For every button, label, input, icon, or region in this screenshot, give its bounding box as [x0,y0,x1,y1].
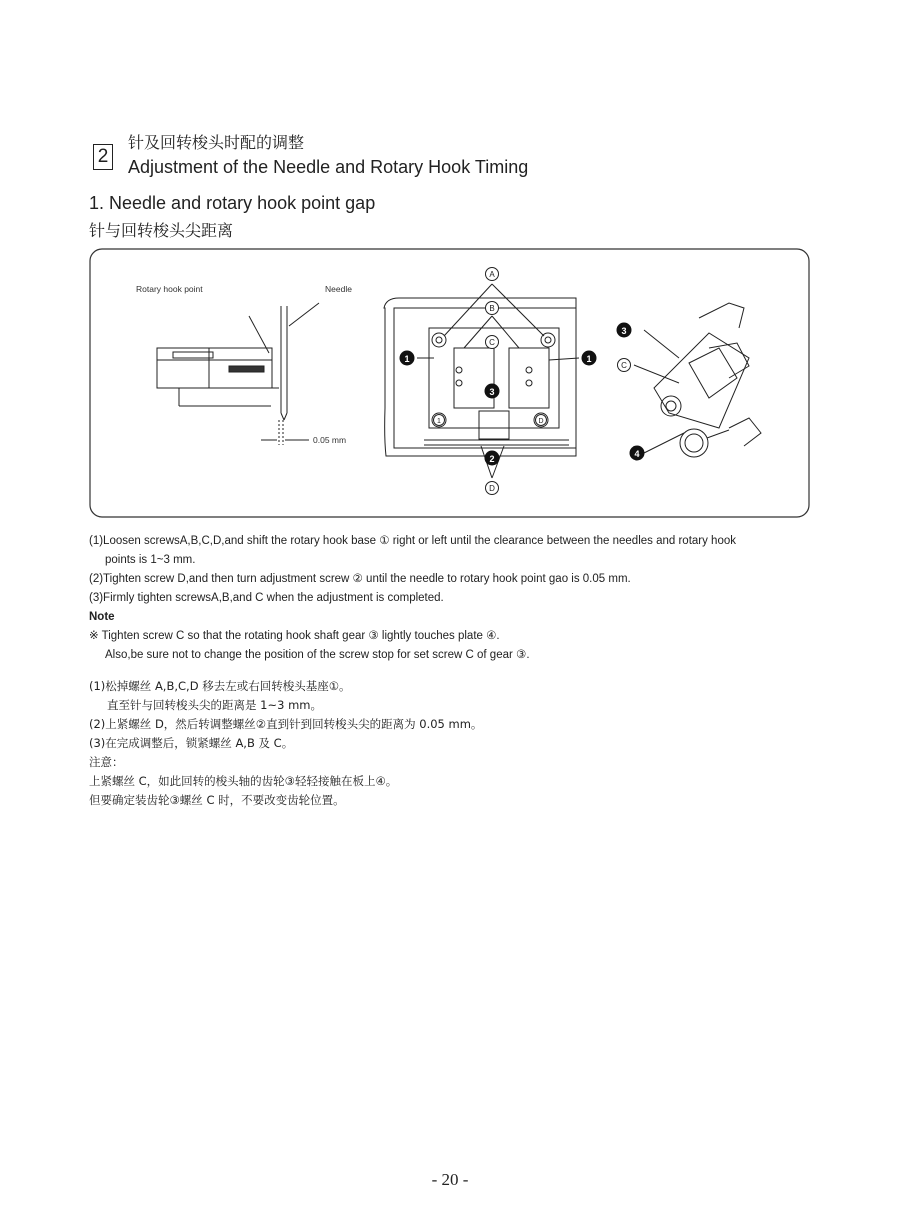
callout-3-gear: 3 [621,326,627,336]
callout-d: D [489,484,495,493]
side-view-drawing [136,284,352,445]
label-gap: 0.05 mm [313,435,347,445]
callout-small-1: 1 [437,418,441,425]
callout-2-center: 2 [489,454,495,464]
instructions-en [89,532,819,665]
step1-cn-line2: 直至针与回转梭头尖的距离是 1~3 mm。 [107,698,322,712]
callout-c: C [489,338,495,347]
section-title-cn: 针及回转梭头时配的调整 [128,133,305,152]
callout-a: A [489,270,495,279]
note-cn-line1: 上紧螺丝 C，如此回转的梭头轴的齿轮③轻轻接触在板上④。 [89,774,398,788]
adjustment-figure [89,248,810,518]
top-view-drawing [384,284,579,478]
label-rotary-hook-point: Rotary hook point [136,284,203,294]
callout-c-gear: C [621,361,627,370]
note-heading-cn: 注意： [89,755,124,769]
note-en-line2: Also,be sure not to change the position of the screw stop for set screw C of gear ③. [105,649,530,661]
callout-4-plate: 4 [634,449,640,459]
step1-cn-line1: (1)松掉螺丝 A,B,C,D 移去左或右回转梭头基座①。 [89,679,351,693]
note-cn-line2: 但要确定装齿轮③螺丝 C 时，不要改变齿轮位置。 [89,793,345,807]
step2-cn: (2)上紧螺丝 D，然后转调整螺丝②直到针到回转梭头尖的距离为 0.05 mm。 [89,717,483,731]
callout-b: B [489,304,495,313]
label-needle: Needle [325,284,352,294]
callout-small-d: D [538,418,544,425]
instructions-cn [89,677,789,810]
gear-detail-drawing [634,303,761,457]
page-number: - 20 - [431,1170,469,1189]
callout-1-left: 1 [404,354,410,364]
note-en-line1: ※ Tighten screw C so that the rotating hook shaft gear ③ lightly touches plate ④. [89,630,500,642]
step3-cn: (3)在完成调整后，锁紧螺丝 A,B 及 C。 [89,736,294,750]
subsection-title-cn: 针与回转梭头尖距离 [89,221,234,240]
callout-1-right: 1 [586,354,592,364]
step3-en: (3)Firmly tighten screwsA,B,and C when the adjustment is completed. [89,592,444,604]
callout-3-center: 3 [489,387,495,397]
note-heading-en: Note [89,611,115,623]
step2-en: (2)Tighten screw D,and then turn adjustment screw ② until the needle to rotary hook point gao is 0.05 mm. [89,573,631,585]
gear-detail-callouts [617,323,645,461]
section-title-en: Adjustment of the Needle and Rotary Hook Timing [128,157,529,177]
step1-en-line1: (1)Loosen screwsA,B,C,D,and shift the rotary hook base ① right or left until the clearance between the needles and rotary hook [89,535,736,547]
subsection-title-en: 1. Needle and rotary hook point gap [89,193,376,213]
section-number-box: 2 [93,144,113,170]
step1-en-line2: points is 1~3 mm. [105,554,196,566]
